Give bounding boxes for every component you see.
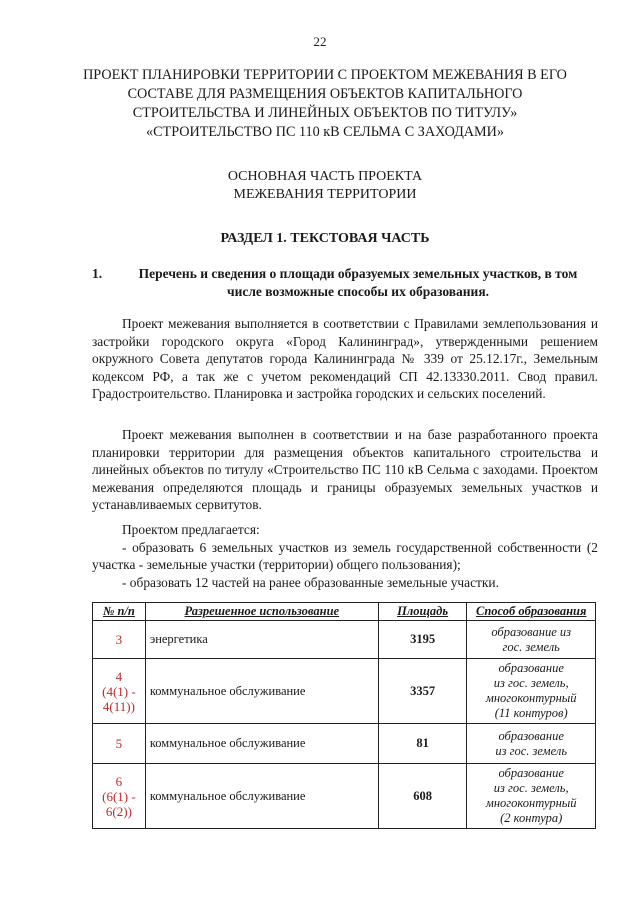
proposal-item: - образовать 12 частей на ранее образованные земельные участки. (122, 574, 499, 590)
page-number: 22 (313, 34, 327, 49)
land-plots-table (92, 602, 596, 829)
column-header-method: Способ образования (467, 603, 596, 621)
permitted-use: коммунальное обслуживание (145, 764, 378, 829)
subtitle-line: МЕЖЕВАНИЯ ТЕРРИТОРИИ (233, 187, 417, 202)
paragraph-project-basis: Проект межевания выполнен в соответствии и на базе разработанного проекта планировки территории для размещения объектов капитального строительства и линейных объектов по титулу «Строительство ПС 110 кВ Сельма с заходами. Проектом межевания определяются площадь и границы образуемых земельных участков и устанавливаемых сервитутов. (92, 427, 598, 512)
paragraph-regulations: Проект межевания выполняется в соответствии с Правилами землепользования и застройки городского округа «Город Калининград», утвержденными решением окружного Совета депутатов города Калининграда № 339 от 25.12.17г., Земельным кодексом РФ, а так же с учетом рекомендаций СП 42.13330.2011. Свод правил. Градостроительство. Планировка и застройка городских и сельских поселений. (92, 316, 598, 401)
subtitle (60, 168, 590, 204)
plot-number: 3 (93, 621, 146, 659)
title-line: СОСТАВЕ ДЛЯ РАЗМЕЩЕНИЯ ОБЪЕКТОВ КАПИТАЛЬНОГО (127, 86, 523, 102)
column-header-use: Разрешенное использование (145, 603, 378, 621)
permitted-use: коммунальное обслуживание (145, 659, 378, 724)
subtitle-line: ОСНОВНАЯ ЧАСТЬ ПРОЕКТА (227, 169, 423, 184)
heading-text: Перечень и сведения о площади образуемых земельных участков, в том числе возможные способы их образования. (138, 266, 578, 299)
formation-method: образование из гос. земель (467, 621, 596, 659)
table-row (93, 724, 596, 764)
permitted-use: энергетика (145, 621, 378, 659)
proposal-item: - образовать 6 земельных участков из земель государственной собственности (2 участка - земельные участки (территории) общего пользования); (92, 539, 598, 572)
title-line: «СТРОИТЕЛЬСТВО ПС 110 кВ СЕЛЬМА С ЗАХОДАМИ» (145, 124, 505, 140)
table-row (93, 764, 596, 829)
plot-area: 81 (378, 724, 467, 764)
document-title (60, 66, 590, 142)
plot-area: 608 (378, 764, 467, 829)
column-header-area: Площадь (378, 603, 467, 621)
formation-method: образование из гос. земель (467, 724, 596, 764)
section-heading (92, 265, 612, 301)
column-header-number: № п/п (93, 603, 146, 621)
proposal-intro: Проектом предлагается: (122, 522, 260, 537)
plot-number: 6 (6(1) - 6(2)) (93, 764, 146, 829)
plot-area: 3195 (378, 621, 467, 659)
plot-area: 3357 (378, 659, 467, 724)
plot-number: 4 (4(1) - 4(11)) (93, 659, 146, 724)
permitted-use: коммунальное обслуживание (145, 724, 378, 764)
title-line: СТРОИТЕЛЬСТВА И ЛИНЕЙНЫХ ОБЪЕКТОВ ПО ТИТУЛУ» (132, 105, 518, 121)
heading-number: 1. (92, 266, 103, 281)
table-row (93, 659, 596, 724)
paragraph-proposals (92, 521, 598, 591)
section-title: РАЗДЕЛ 1. ТЕКСТОВАЯ ЧАСТЬ (220, 231, 430, 246)
table-header-row (93, 603, 596, 621)
formation-method: образование из гос. земель, многоконтурный (11 контуров) (467, 659, 596, 724)
plot-number: 5 (93, 724, 146, 764)
table-row (93, 621, 596, 659)
title-line: ПРОЕКТ ПЛАНИРОВКИ ТЕРРИТОРИИ С ПРОЕКТОМ МЕЖЕВАНИЯ В ЕГО (83, 67, 567, 83)
formation-method: образование из гос. земель, многоконтурный (2 контура) (467, 764, 596, 829)
